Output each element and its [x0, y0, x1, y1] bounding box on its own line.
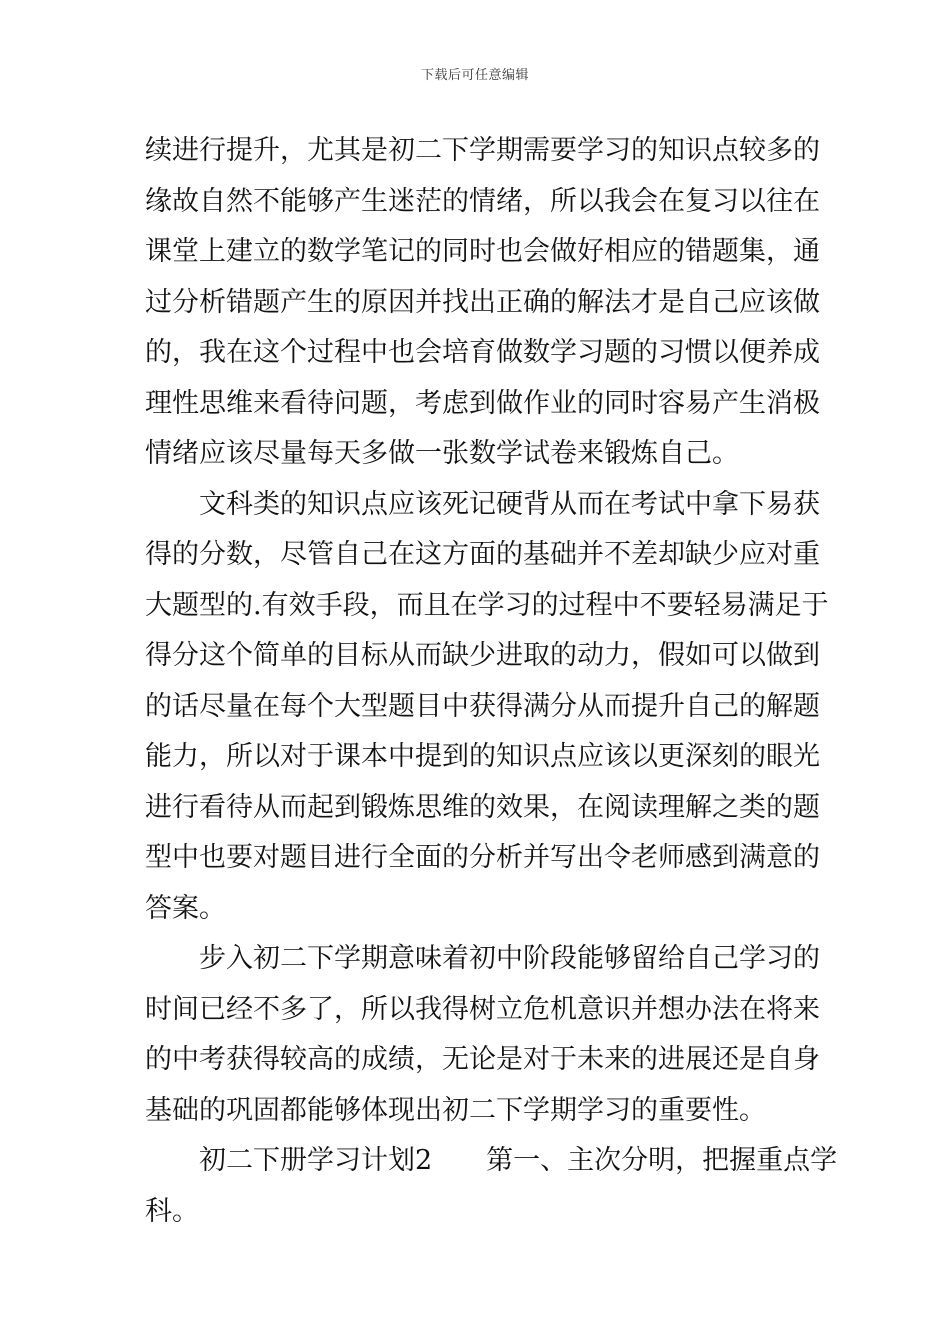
body-text — [145, 126, 838, 1237]
text-line: 型中也要对题目进行全面的分析并写出令老师感到满意的 — [145, 842, 820, 873]
text-line: 答案。 — [145, 892, 226, 924]
text-line: 的话尽量在每个大型题目中获得满分从而提升自己的解题 — [145, 690, 820, 722]
text-line: 过分析错题产生的原因并找出正确的解法才是自己应该做 — [145, 286, 820, 318]
text-line: 情绪应该尽量每天多做一张数学试卷来锻炼自己。 — [145, 438, 739, 469]
text-line: 时间已经不多了，所以我得树立危机意识并想办法在将来 — [145, 993, 820, 1025]
text-line: 续进行提升，尤其是初二下学期需要学习的知识点较多的 — [145, 135, 820, 166]
text-line: 的，我在这个过程中也会培育做数学习题的习惯以便养成 — [145, 337, 820, 368]
page-header: 下载后可任意编辑 — [420, 68, 529, 83]
text-line: 科。 — [145, 1195, 199, 1227]
text-line: 得的分数，尽管自己在这方面的基础并不差却缺少应对重 — [145, 539, 820, 570]
text-line: 的中考获得较高的成绩，无论是对于未来的进展还是自身 — [145, 1044, 820, 1075]
text-line: 基础的巩固都能够体现出初二下学期学习的重要性。 — [145, 1094, 766, 1126]
text-line: 初二下册学习计划2 第一、主次分明，把握重点学 — [199, 1145, 838, 1176]
text-line: 文科类的知识点应该死记硬背从而在考试中拿下易获 — [199, 488, 820, 520]
text-line: 进行看待从而起到锻炼思维的效果，在阅读理解之类的题 — [145, 791, 820, 823]
text-line: 大题型的.有效手段，而且在学习的过程中不要轻易满足于 — [145, 589, 829, 621]
text-line: 能力，所以对于课本中提到的知识点应该以更深刻的眼光 — [145, 741, 820, 772]
text-line: 缘故自然不能够产生迷茫的情绪，所以我会在复习以往在 — [145, 185, 820, 217]
text-line: 课堂上建立的数学笔记的同时也会做好相应的错题集，通 — [145, 236, 820, 267]
text-line: 得分这个简单的目标从而缺少进取的动力，假如可以做到 — [145, 640, 820, 671]
text-line: 步入初二下学期意味着初中阶段能够留给自己学习的 — [199, 943, 820, 974]
text-line: 理性思维来看待问题，考虑到做作业的同时容易产生消极 — [145, 387, 820, 419]
